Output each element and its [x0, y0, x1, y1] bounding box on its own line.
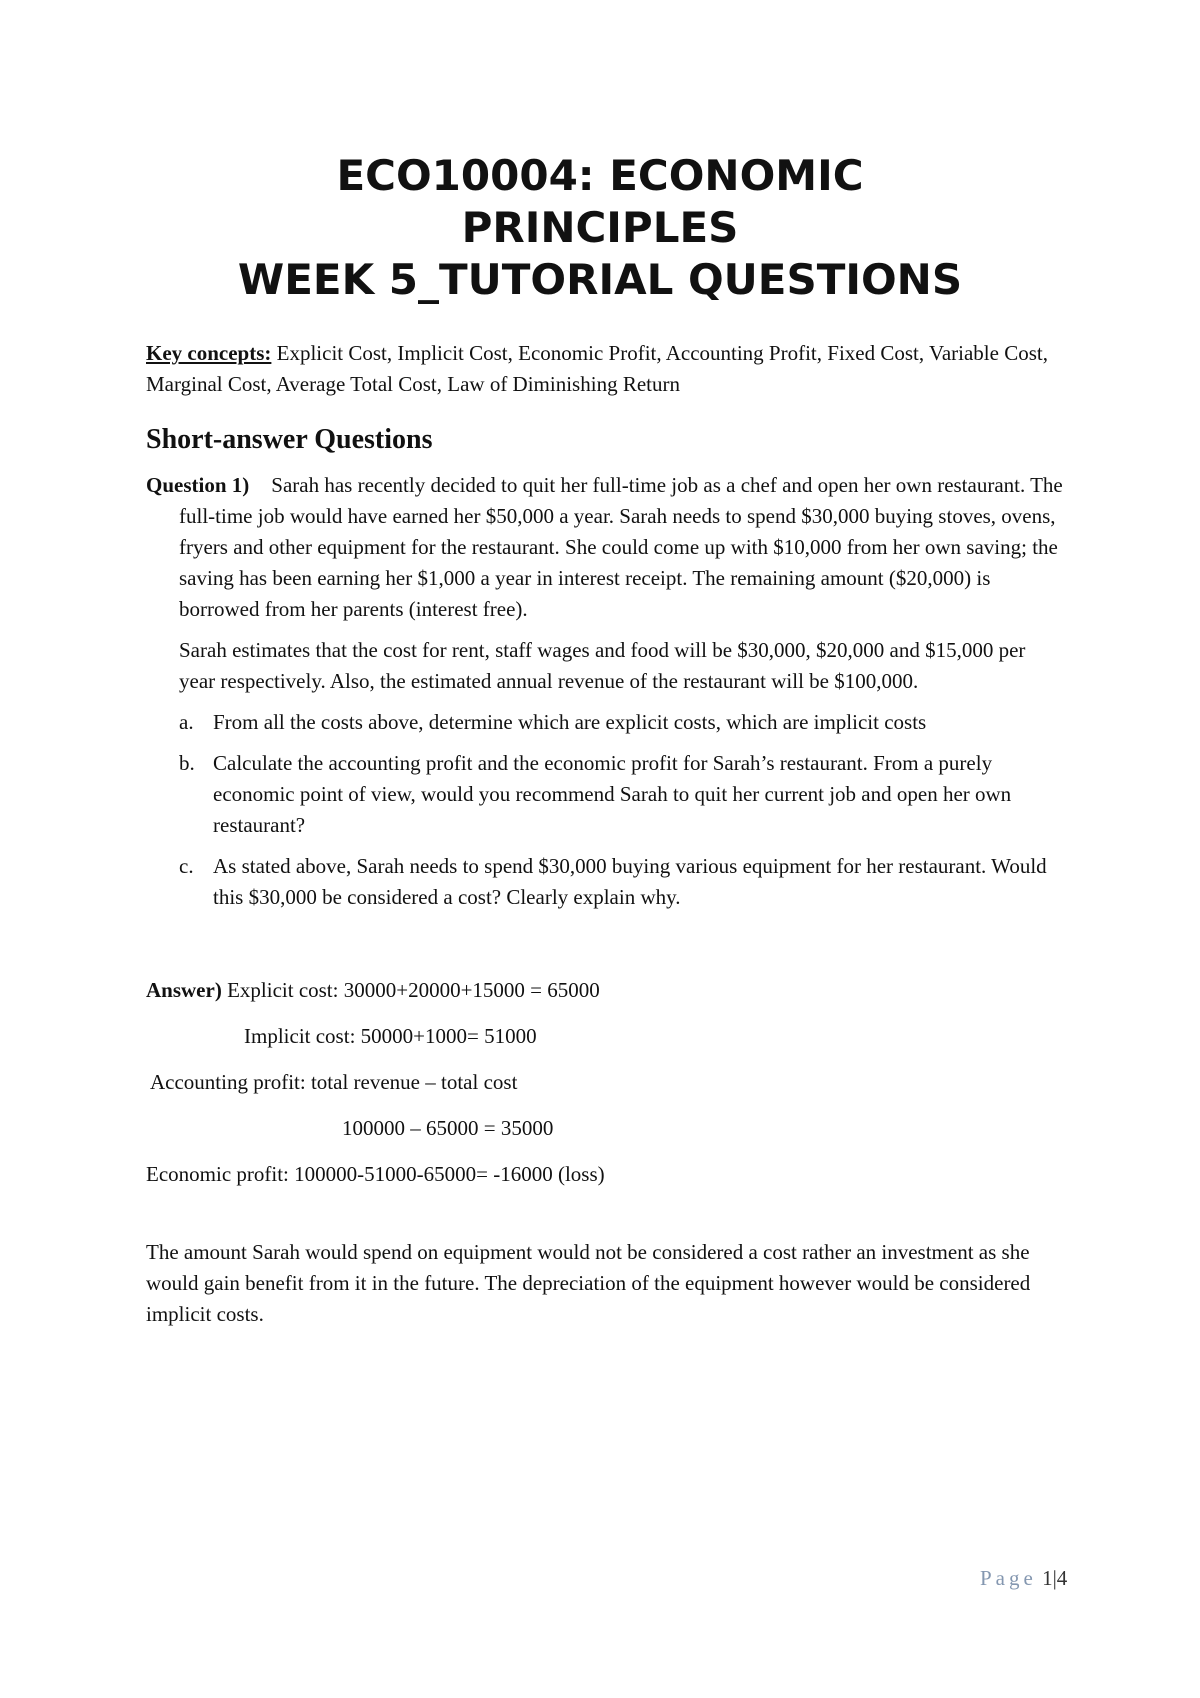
page-footer — [980, 1563, 1067, 1594]
page-number: 1 — [1042, 1566, 1053, 1590]
title-line: PRINCIPLES — [461, 203, 739, 252]
answer-block — [146, 975, 1066, 1330]
question-1-intro — [146, 470, 1066, 625]
question-part-b — [146, 748, 1066, 841]
answer-explicit-text: Explicit cost: 30000+20000+15000 = 65000 — [221, 978, 600, 1002]
part-letter: b. — [179, 751, 195, 775]
question-1-paragraph-2: Sarah estimates that the cost for rent, staff wages and food will be $30,000, $20,000 and $15,000 per year respectively. Also, the estimated annual revenue of the restaurant will be $100,000. — [179, 638, 1026, 693]
question-part-a — [146, 707, 1066, 738]
answer-implicit: Implicit cost: 50000+1000= 51000 — [244, 1024, 537, 1048]
part-text: As stated above, Sarah needs to spend $30,000 buying various equipment for her restaurant. Would this $30,000 be considered a cost? Clearly explain why. — [213, 854, 1047, 909]
question-label: Question 1) — [146, 473, 250, 497]
question-text: Sarah has recently decided to quit her full-time job as a chef and open her own restaurant. The full-time job would have earned her $50,000 a year. Sarah needs to spend $30,000 buying stoves, ovens, fryers and other equipment for the restaurant. She could come up with $10,000 from her own saving; the saving has been earning her $1,000 a year in interest receipt. The remaining amount ($20,000) is borrowed from her parents (interest free). — [179, 473, 1063, 621]
key-concepts-label: Key concepts: — [146, 341, 272, 365]
answer-explicit — [146, 975, 1066, 1006]
total-pages: 4 — [1056, 1566, 1068, 1590]
key-concepts-text: Explicit Cost, Implicit Cost, Economic Profit, Accounting Profit, Fixed Cost, Variable Cost, Marginal Cost, Average Total Cost, Law of Diminishing Return — [146, 341, 1048, 396]
title-line: WEEK 5_TUTORIAL QUESTIONS — [237, 255, 963, 304]
part-text: From all the costs above, determine which are explicit costs, which are implicit costs — [213, 710, 927, 734]
answer-economic: Economic profit: 100000-51000-65000= -16000 (loss) — [146, 1162, 605, 1186]
document-title — [0, 150, 1200, 306]
part-letter: c. — [179, 854, 194, 878]
answer-accounting: Accounting profit: total revenue – total cost — [150, 1070, 518, 1094]
section-heading: Short-answer Questions — [146, 424, 433, 455]
answer-conclusion: The amount Sarah would spend on equipment would not be considered a cost rather an investment as she would gain benefit from it in the future. The depreciation of the equipment however would be considered implicit costs. — [146, 1240, 1031, 1326]
part-letter: a. — [179, 710, 194, 734]
part-text: Calculate the accounting profit and the economic profit for Sarah’s restaurant. From a purely economic point of view, would you recommend Sarah to quit her current job and open her own restaurant? — [213, 751, 1012, 837]
document-body — [146, 338, 1066, 1345]
key-concepts — [146, 338, 1066, 400]
page-label: Page — [980, 1566, 1037, 1590]
title-line: ECO10004: ECONOMIC — [336, 151, 864, 200]
page-separator: | — [1052, 1566, 1057, 1590]
answer-accounting-calc: 100000 – 65000 = 35000 — [342, 1116, 554, 1140]
answer-label: Answer) — [146, 978, 222, 1002]
question-part-c — [146, 851, 1066, 913]
